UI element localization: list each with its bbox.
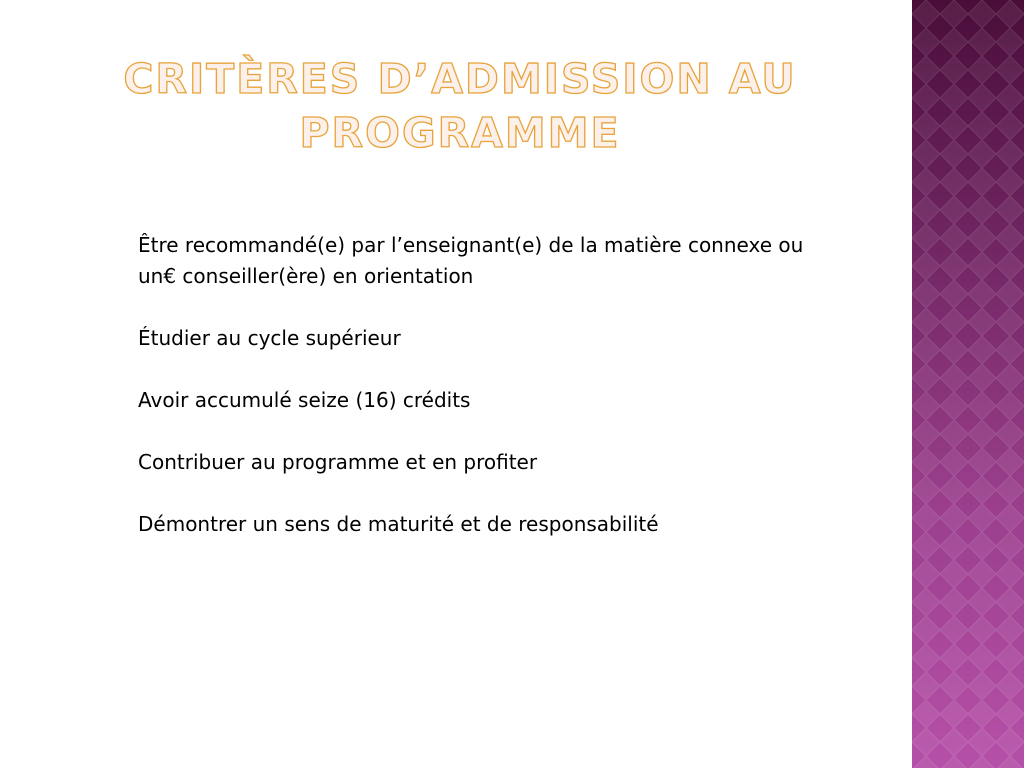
criterion-item: Démontrer un sens de maturité et de responsabilité — [138, 512, 659, 536]
diamond-pattern — [912, 0, 1024, 768]
criterion-item: Contribuer au programme et en profiter — [138, 450, 538, 474]
criterion-item: Être recommandé(e) par l’enseignant(e) de la matière connexe ou un€ conseiller(ère) en orientation — [138, 233, 804, 288]
slide-title: CRITÈRES D’ADMISSION AU PROGRAMME — [123, 55, 797, 157]
decorative-side-band — [912, 0, 1024, 768]
criterion-item: Étudier au cycle supérieur — [138, 326, 401, 350]
criterion-item: Avoir accumulé seize (16) crédits — [138, 388, 471, 412]
criteria-list — [138, 230, 818, 571]
